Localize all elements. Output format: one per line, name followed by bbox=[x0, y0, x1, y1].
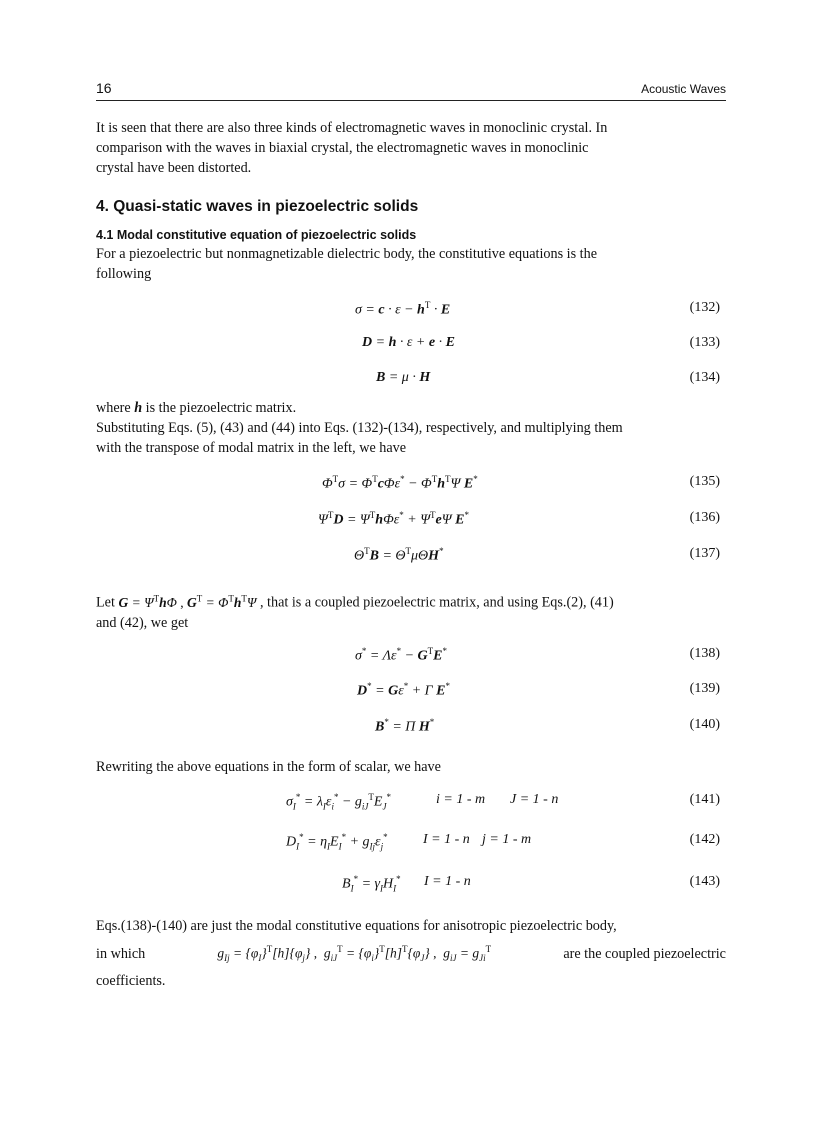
text-fragment: in which bbox=[96, 945, 146, 962]
equation-142: $D_I^* = \eta_IE_I^* + g_{Ij}\varepsilon_j^*$ bbox=[286, 832, 388, 852]
equation-number: (143) bbox=[689, 874, 720, 889]
inline-math-G: $G = \Psi^Th\Phi$ , $G^T = \Phi^Th^T\Psi$ bbox=[118, 593, 257, 610]
equation-number: (138) bbox=[689, 646, 720, 661]
equation-number: (141) bbox=[689, 792, 720, 807]
range-142-a: I = 1 - n bbox=[423, 832, 470, 847]
paragraph-substituting bbox=[96, 398, 726, 458]
symbol-h: h bbox=[134, 400, 143, 416]
equation-135: $\Phi^T\sigma = \Phi^Tc\Phi\varepsilon^* - \Phi^Th^T\Psi$ E* bbox=[322, 474, 478, 492]
paragraph-conclusion bbox=[96, 916, 726, 991]
equation-134: B = μ · H bbox=[376, 370, 431, 385]
text-line: coefficients. bbox=[96, 973, 166, 990]
text-line: For a piezoelectric but nonmagnetizable dielectric body, the constitutive equations is the bbox=[96, 246, 597, 262]
equation-133: D = h · ε + e · E bbox=[362, 335, 455, 350]
equation-143: $B_I^* = \gamma_IH_I^*$ bbox=[342, 874, 401, 894]
equation-139: D* = Gε* + Γ E* bbox=[357, 681, 450, 699]
text-line bbox=[96, 398, 726, 418]
running-title: Acoustic Waves bbox=[641, 82, 726, 96]
equation-140: B* = Π H* bbox=[375, 717, 435, 735]
equation-141: $\sigma_I^* = \lambda_I\varepsilon_i^* - g_{iJ}^TE_J^*$ bbox=[286, 792, 391, 812]
equation-number: (132) bbox=[689, 300, 720, 315]
equation-number: (134) bbox=[689, 370, 720, 385]
text-line: crystal have been distorted. bbox=[96, 160, 252, 176]
equation-number: (142) bbox=[689, 832, 720, 847]
range-141-a: i = 1 - m bbox=[436, 792, 486, 807]
inline-math-g: $g_{Ij} = \{\varphi_I\}^T[h]\{\varphi_j\}$ , $g_{iJ}^T = \{\varphi_i\}^T[h]^T\{\varphi_J\}$ , $g_{iJ} = g_{Ji}^T$ bbox=[217, 944, 492, 964]
paragraph-intro-constitutive bbox=[96, 244, 726, 284]
equation-number: (136) bbox=[689, 510, 720, 525]
equation-number: (135) bbox=[689, 474, 720, 489]
text-fragment: Let bbox=[96, 594, 115, 611]
equation-number: (133) bbox=[689, 335, 720, 350]
equation-number: (137) bbox=[689, 546, 720, 561]
text-line: Rewriting the above equations in the form of scalar, we have bbox=[96, 759, 441, 775]
paragraph-rewriting bbox=[96, 757, 726, 777]
equation-number: (139) bbox=[689, 681, 720, 696]
text-line: Substituting Eqs. (5), (43) and (44) into Eqs. (132)-(134), respectively, and multiplying them bbox=[96, 420, 623, 436]
text-fragment: is the piezoelectric matrix. bbox=[145, 400, 297, 416]
equation-number: (140) bbox=[689, 717, 720, 732]
text-line bbox=[96, 588, 726, 613]
text-line: following bbox=[96, 266, 152, 282]
section-heading: 4. Quasi-static waves in piezoelectric solids bbox=[96, 198, 419, 215]
text-line: with the transpose of modal matrix in the left, we have bbox=[96, 440, 407, 456]
range-141-b: J = 1 - n bbox=[510, 792, 559, 807]
text-fragment: where bbox=[96, 400, 131, 416]
text-fragment: are the coupled piezoelectric bbox=[563, 945, 726, 962]
subsection-heading: 4.1 Modal constitutive equation of piezoelectric solids bbox=[96, 228, 417, 242]
text-line: comparison with the waves in biaxial crystal, the electromagnetic waves in monoclinic bbox=[96, 140, 589, 156]
text-line: It is seen that there are also three kinds of electromagnetic waves in monoclinic crystal. In bbox=[96, 120, 608, 136]
page-number: 16 bbox=[96, 80, 112, 96]
header-rule bbox=[96, 100, 726, 101]
text-line: and (42), we get bbox=[96, 614, 189, 631]
range-143-a: I = 1 - n bbox=[424, 874, 471, 889]
paragraph-let bbox=[96, 588, 726, 633]
equation-136: $\Psi^TD = \Psi^Th\Phi\varepsilon^* + \Psi^Te\Psi$ E* bbox=[318, 510, 469, 528]
intro-paragraph bbox=[96, 118, 726, 178]
text-line bbox=[96, 936, 726, 971]
text-fragment: , that is a coupled piezoelectric matrix, and using Eqs.(2), (41) bbox=[259, 594, 614, 611]
range-142-b: j = 1 - m bbox=[482, 832, 532, 847]
equation-138: $\sigma^* = \Lambda\varepsilon^* - G^TE^*$ bbox=[355, 646, 447, 664]
equation-137: $\Theta^TB = \Theta^T\mu\Theta H^*$ bbox=[354, 546, 444, 564]
equation-132: $\sigma = c \cdot \varepsilon - h^T \cdot E$ bbox=[355, 300, 451, 318]
text-line: Eqs.(138)-(140) are just the modal constitutive equations for anisotropic piezoelectric body, bbox=[96, 918, 617, 934]
